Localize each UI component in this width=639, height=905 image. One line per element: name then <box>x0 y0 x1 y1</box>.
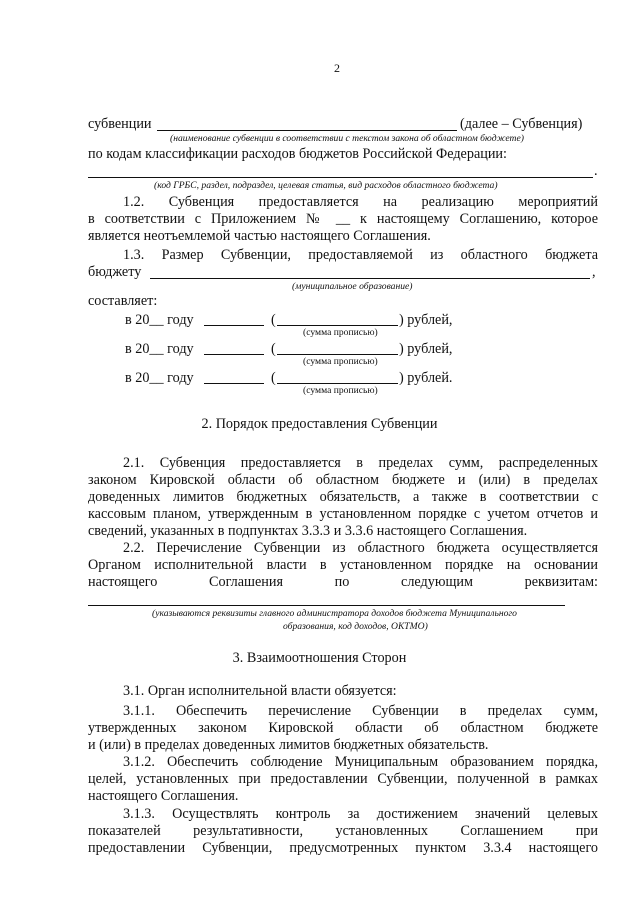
codes-blank <box>88 177 593 178</box>
p3-1-2-line1: 3.1.2. Обеспечить соблюдение Муниципальным образованием порядка, <box>123 754 598 770</box>
budget-comma: , <box>592 264 596 280</box>
budget-word: бюджету <box>88 264 142 280</box>
year-row-2-caption: (сумма прописью) <box>303 356 378 367</box>
p1-3-line1: 1.3. Размер Субвенции, предоставляемой из областного бюджета <box>123 247 598 263</box>
requisites-blank <box>88 605 565 606</box>
year-row-3-caption: (сумма прописью) <box>303 385 378 396</box>
p2-1-line1: 2.1. Субвенция предоставляется в пределах сумм, распределенных <box>123 455 598 471</box>
subvention-alias: (далее – Субвенция) <box>460 116 583 132</box>
municipality-blank <box>150 278 590 279</box>
p1-2-line1: 1.2. Субвенция предоставляется на реализацию мероприятий <box>123 194 598 210</box>
year-row-2-amount-blank <box>204 354 264 355</box>
year-row-2-rub: ) рублей, <box>399 341 453 357</box>
year-row-1-words-blank <box>277 325 398 326</box>
codes-line: по кодам классификации расходов бюджетов Российской Федерации: <box>88 146 507 162</box>
year-row-2-words-blank <box>277 354 398 355</box>
subvention-name-caption: (наименование субвенции в соответствии с текстом закона об областном бюджете) <box>170 133 524 144</box>
subvention-name-blank <box>157 130 457 131</box>
year-row-1-prefix: в 20__ году <box>125 312 194 328</box>
p1-2-line2: в соответствии с Приложением № __ к настоящему Соглашению, которое <box>88 211 598 227</box>
p3-1-1-line2: утвержденных законом Кировской области об областном бюджете <box>88 720 598 736</box>
p1-2-line3: является неотъемлемой частью настоящего Соглашения. <box>88 228 431 244</box>
p3-1-3-line2: показателей результативности, установленных Соглашением при <box>88 823 598 839</box>
p2-1-line3: доведенных лимитов бюджетных обязательств, а также в соответствии с <box>88 489 598 505</box>
p3-1: 3.1. Орган исполнительной власти обязуется: <box>123 683 397 699</box>
year-row-2-paren: ( <box>271 341 276 357</box>
p3-1-1-line1: 3.1.1. Обеспечить перечисление Субвенции в пределах сумм, <box>123 703 598 719</box>
year-row-3-paren: ( <box>271 370 276 386</box>
section-2-title: 2. Порядок предоставления Субвенции <box>201 416 438 432</box>
codes-caption: (код ГРБС, раздел, подраздел, целевая статья, вид расходов областного бюджета) <box>154 180 498 191</box>
p3-1-1-line3: и (или) в пределах доведенных лимитов бюджетных обязательств. <box>88 737 489 753</box>
year-row-3-words-blank <box>277 383 398 384</box>
subvention-word: субвенции <box>88 116 152 132</box>
p3-1-3-line1: 3.1.3. Осуществлять контроль за достижением значений целевых <box>123 806 598 822</box>
p3-1-2-line3: настоящего Соглашения. <box>88 788 239 804</box>
year-row-2-prefix: в 20__ году <box>125 341 194 357</box>
year-row-1-amount-blank <box>204 325 264 326</box>
year-row-3-amount-blank <box>204 383 264 384</box>
municipality-caption: (муниципальное образование) <box>292 281 413 292</box>
year-row-1-rub: ) рублей, <box>399 312 453 328</box>
requisites-caption-line1: (указываются реквизиты главного администратора доходов бюджета Муниципального <box>152 608 517 619</box>
p2-1-line5: сведений, указанных в подпунктах 3.3.3 и 3.3.6 настоящего Соглашения. <box>88 523 528 539</box>
sostavlyaet-label: составляет: <box>88 293 158 309</box>
year-row-3-rub: ) рублей. <box>399 370 453 386</box>
p2-2-line3: настоящего Соглашения по следующим реквизитам: <box>88 574 598 590</box>
p2-1-line2: законом Кировской области об областном бюджете и (или) в пределах <box>88 472 598 488</box>
codes-period: . <box>594 163 598 179</box>
page-number: 2 <box>334 61 340 75</box>
p2-2-line2: Органом исполнительной власти в установленном порядке на основании <box>88 557 598 573</box>
requisites-caption-line2: образования, код доходов, ОКТМО) <box>283 621 428 632</box>
year-row-1-caption: (сумма прописью) <box>303 327 378 338</box>
p2-1-line4: кассовым планом, утвержденным в установленном порядке с учетом отчетов и <box>88 506 598 522</box>
p2-2-line1: 2.2. Перечисление Субвенции из областного бюджета осуществляется <box>123 540 598 556</box>
year-row-3-prefix: в 20__ году <box>125 370 194 386</box>
p3-1-3-line3: предоставлении Субвенции, предусмотренных пунктом 3.3.4 настоящего <box>88 840 598 856</box>
section-3-title: 3. Взаимоотношения Сторон <box>232 650 407 666</box>
year-row-1-paren: ( <box>271 312 276 328</box>
p3-1-2-line2: целей, установленных при предоставлении Субвенции, полученной в рамках <box>88 771 598 787</box>
